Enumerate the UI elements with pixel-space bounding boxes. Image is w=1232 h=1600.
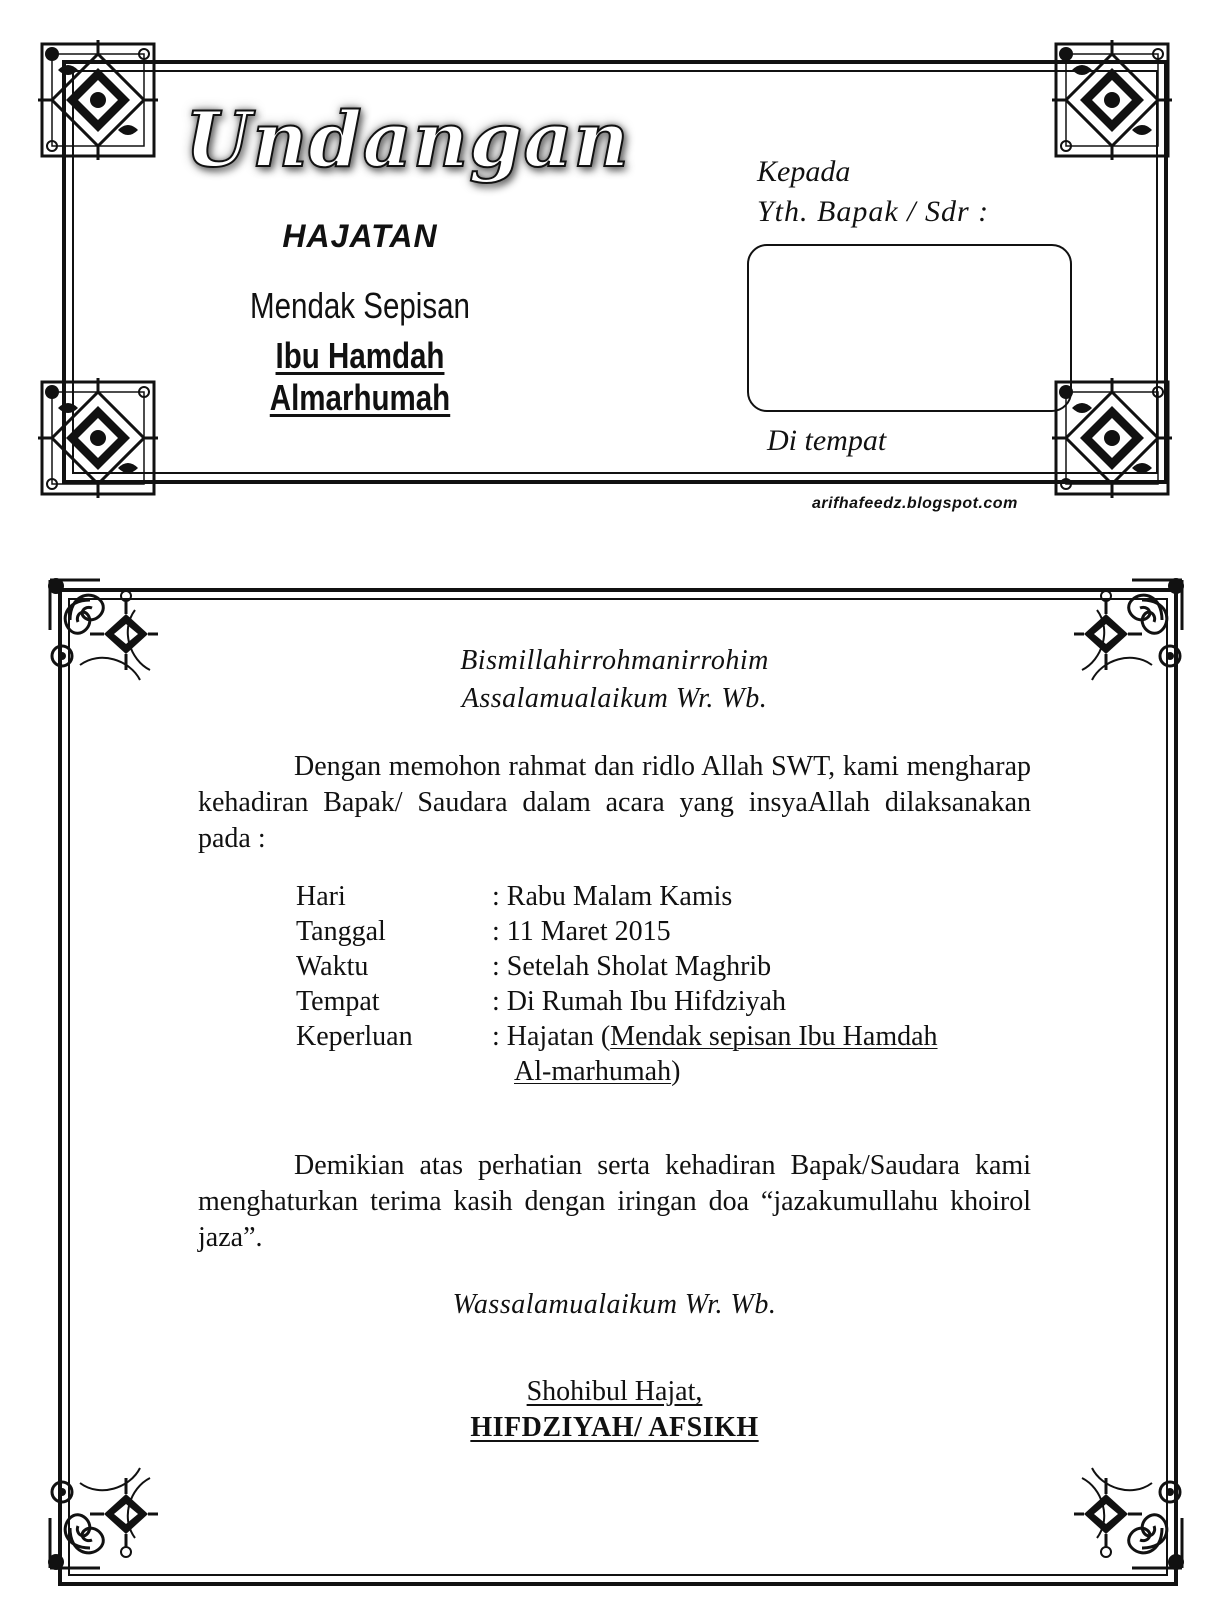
detail-label-purpose: Keperluan xyxy=(296,1021,413,1052)
detail-value-purpose xyxy=(492,1019,938,1055)
corner-ornament-top-left-icon xyxy=(38,40,158,160)
corner-ornament-top-right-icon xyxy=(1052,40,1172,160)
detail-label-day: Hari xyxy=(296,881,346,912)
detail-value-day: : Rabu Malam Kamis xyxy=(492,881,733,912)
corner-ornament-bottom-left-icon xyxy=(38,378,158,498)
honoree-name: Ibu Hamdah Almarhumah xyxy=(269,335,451,418)
detail-label-date: Tanggal xyxy=(296,916,386,947)
invitation-subtitle: HAJATAN xyxy=(282,218,438,254)
recipient-place-label: Di tempat xyxy=(767,424,887,457)
letter-ornament-bottom-right-icon xyxy=(1072,1458,1192,1578)
letter-ornament-bottom-left-icon xyxy=(40,1458,160,1578)
purpose-prefix: : Hajatan ( xyxy=(492,1021,611,1052)
detail-value-place: : Di Rumah Ibu Hifdziyah xyxy=(492,986,786,1017)
detail-value-date: : 11 Maret 2015 xyxy=(492,916,671,947)
recipient-salutation: Yth. Bapak / Sdr : xyxy=(757,195,990,228)
closing-paragraph xyxy=(198,1148,1031,1256)
host-names: HIFDZIYAH/ AFSIKH xyxy=(470,1412,759,1443)
purpose-suffix: ) xyxy=(671,1056,681,1087)
bismillah-line: Bismillahirrohmanirrohim xyxy=(460,645,769,676)
purpose-underlined-2: Al-marhumah xyxy=(514,1056,672,1087)
watermark-url: arifhafeedz.blogspot.com xyxy=(812,495,1018,512)
invitation-title: Undangan xyxy=(185,95,630,184)
opening-paragraph-text: Dengan memohon rahmat dan ridlo Allah SWT, kami mengharap kehadiran Bapak/ Saudara dalam acara yang insyaAllah dilaksanakan pada : xyxy=(198,751,1031,854)
event-name: Mendak Sepisan xyxy=(250,285,470,326)
recipient-to-label: Kepada xyxy=(757,155,851,188)
opening-paragraph xyxy=(198,749,1031,857)
purpose-underlined-1: Mendak sepisan Ibu Hamdah xyxy=(610,1021,938,1052)
detail-value-purpose-cont xyxy=(514,1054,680,1090)
detail-label-time: Waktu xyxy=(296,951,369,982)
letter-ornament-top-left-icon xyxy=(40,570,160,690)
letter-ornament-top-right-icon xyxy=(1072,570,1192,690)
detail-label-place: Tempat xyxy=(296,986,380,1017)
recipient-address-box xyxy=(747,244,1072,412)
opening-salam: Assalamualaikum Wr. Wb. xyxy=(461,683,768,714)
closing-salam: Wassalamualaikum Wr. Wb. xyxy=(452,1289,777,1320)
host-label: Shohibul Hajat, xyxy=(526,1376,703,1407)
closing-paragraph-text: Demikian atas perhatian serta kehadiran Bapak/Saudara kami menghaturkan terima kasih dengan iringan doa “jazakumullahu khoirol jaza”. xyxy=(198,1150,1031,1253)
detail-value-time: : Setelah Sholat Maghrib xyxy=(492,951,772,982)
